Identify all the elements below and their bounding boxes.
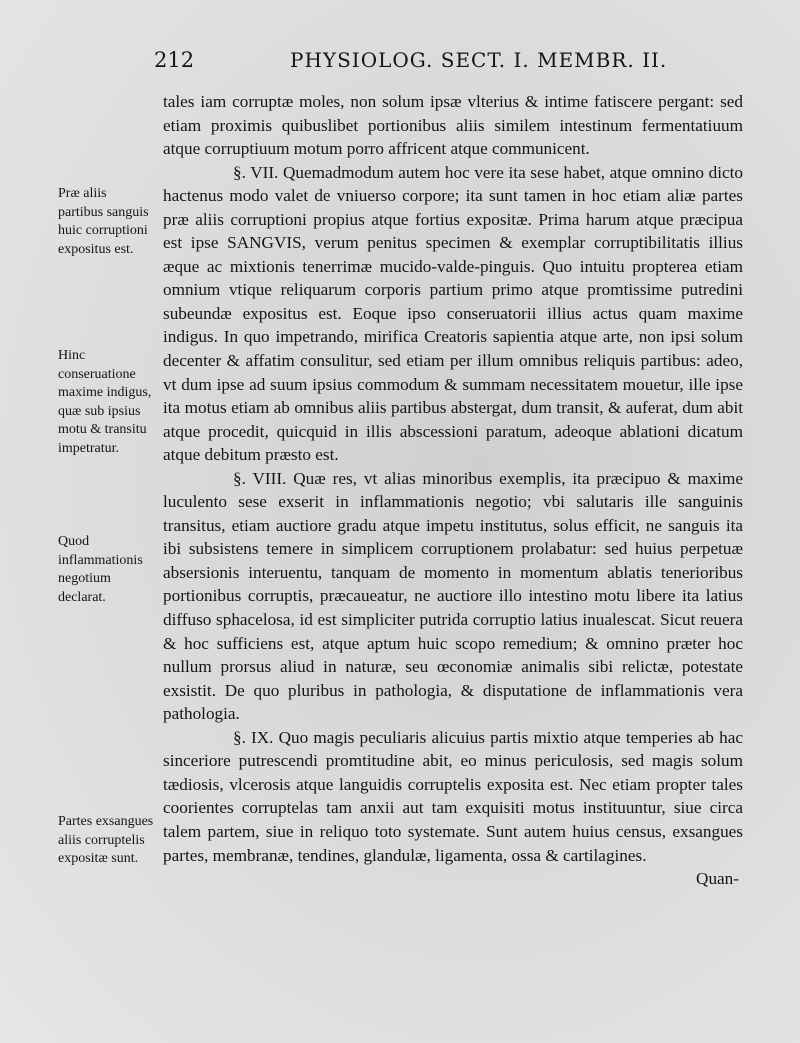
paragraph-section-vii: §. VII. Quemadmodum autem hoc vere ita sese habet, atque omnino dicto hactenus modo valet de vniuerso corpore; ita sunt tamen in hoc etiam aliæ partes præ aliis corruptioni propius atque fortius expositæ. Prima harum atque præcipua est ipse SANGVIS, verum penitus specimen & exemplar corruptibilitatis illius æque ac mixtionis tenerrimæ mucido-valde-pinguis. Quo intuitu propterea etiam omnium vtique reliquarum corporis partium primo atque promtissime putredini subeundæ expositus est. Eoque ipso conseruatorii illius actus quam maxime indigus. In quo impetrando, mirifica Creatoris sapientia atque arte, non ipsi solum decenter & affatim consulitur, sed etiam per illum omnibus reliquis partibus: adeo, vt dum ipse ad suum ipsius commodum & summam necessitatem mouetur, ille ipse ita motus etiam ab omnibus aliis partibus abstergat, dum transit, & auferat, dum abit atque procedit, quicquid in illis abscessioni paratum, adeoque ablationi dicatum atque debitum præsto est.	[163, 162, 743, 465]
page-header	[140, 48, 780, 80]
catchword: Quan-	[696, 869, 739, 889]
margin-note: Præ aliis partibus sanguis huic corruptioni expositus est.	[58, 186, 149, 257]
running-title: PHYSIOLOG. SECT. I. MEMBR. II.	[290, 48, 668, 72]
paragraph-section-viii: §. VIII. Quæ res, vt alias minoribus exemplis, ita præcipuo & maxime luculento sese exserit in inflammationis negotio; vbi salutaris ille sanguinis transitus, etiam auctiore gradu atque impetu institutus, solus efficit, ne sanguis ita ibi subsistens temere in simplicem corruptionem prolabatur: sed huius perpetuæ absersionis interuentu, tanquam de momento in momentum ablatis tenerioribus portionibus corruptis, præcaueatur, ne auctiore illo intestino motu libere ita latius diffuso sphacelosa, id est simpliciter putrida corruptio latius inualescat. Sicut reuera & hoc sufficiens est, atque aptum huic scopo remedium; & omnino præter hoc nullum prorsus aliud in naturæ, seu œconomiæ animalis sibi relictæ, potestate exsistit. De quo pluribus in pathologia, & disputatione de inflammationis vera pathologia.	[163, 468, 743, 724]
page-number: 212	[154, 48, 195, 72]
margin-note: Partes exsangues aliis corruptelis expositæ sunt.	[58, 814, 154, 866]
margin-note: Quod inflammationis negotium declarat.	[58, 534, 143, 605]
paragraph: tales iam corruptæ moles, non solum ipsæ vlterius & intime fatiscere pergant: sed etiam proximis quibuslibet portionibus aliis similem intestinum fermentatiuum atque corruptiuum motum porro affricent atque communicent.	[163, 92, 743, 159]
paragraph-section-ix: §. IX. Quo magis peculiaris alicuius partis mixtio atque temperies ab hac sinceriore putrescendi promtitudine abit, eo minus periculosis, sed magis solum tædiosis, vlcerosis atque languidis corruptelis exposita est. Nec etiam propter tales coorientes corruptelas tam anxii aut tam exquisiti motus instituuntur, siue circa talem partem, siue in reliquo toto systemate. Sunt autem huius census, exsangues partes, membranæ, tendines, glandulæ, ligamenta, ossa & cartilagines.	[163, 727, 743, 865]
main-text	[163, 90, 743, 891]
margin-note: Hinc conseruatione maxime indigus, quæ sub ipsius motu & transitu impetratur.	[58, 348, 152, 456]
